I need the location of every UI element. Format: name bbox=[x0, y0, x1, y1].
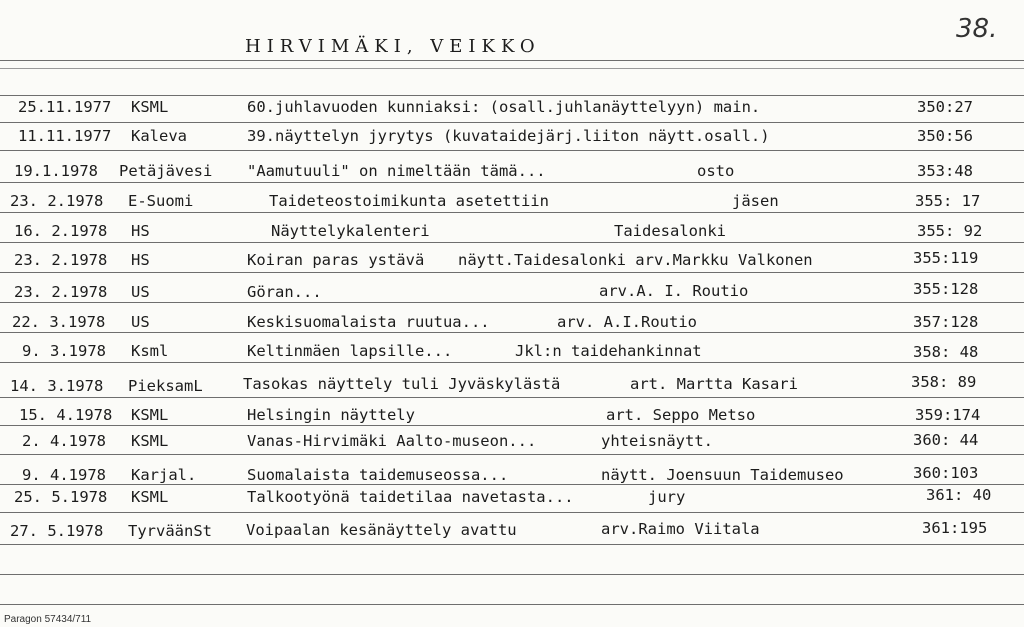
entry-date: 23. 2.1978 bbox=[14, 251, 108, 269]
entry-ref: 355: 92 bbox=[917, 222, 983, 240]
entry-date: 23. 2.1978 bbox=[14, 283, 108, 301]
entry-date: 2. 4.1978 bbox=[22, 432, 106, 450]
entry-source: Kaleva bbox=[131, 127, 187, 145]
rule-line bbox=[0, 150, 1024, 151]
entry-source: PieksamL bbox=[128, 377, 203, 395]
entry-ref: 359:174 bbox=[915, 406, 981, 424]
entry-date: 27. 5.1978 bbox=[10, 522, 104, 540]
entry-date: 11.11.1977 bbox=[18, 127, 112, 145]
entry-date: 14. 3.1978 bbox=[10, 377, 104, 395]
rule-line bbox=[0, 574, 1024, 575]
entry-ref: 350:56 bbox=[917, 127, 973, 145]
rule-line bbox=[0, 272, 1024, 273]
entry-source: TyrväänSt bbox=[128, 522, 212, 540]
entry-source: Ksml bbox=[131, 342, 169, 360]
rule-line bbox=[0, 454, 1024, 455]
entry-extra: arv.Raimo Viitala bbox=[601, 520, 760, 538]
entry-extra: art. Martta Kasari bbox=[630, 375, 798, 393]
rule-line bbox=[0, 332, 1024, 333]
entry-ref: 360: 44 bbox=[913, 431, 979, 449]
entry-source: HS bbox=[131, 222, 150, 240]
entry-text: Taideteostoimikunta asetettiin bbox=[269, 192, 549, 210]
entry-extra: jury bbox=[648, 488, 686, 506]
rule-line bbox=[0, 604, 1024, 605]
rule-line bbox=[0, 397, 1024, 398]
entry-extra: arv.A. I. Routio bbox=[599, 282, 749, 300]
rule-line bbox=[0, 484, 1024, 485]
entry-date: 22. 3.1978 bbox=[12, 313, 106, 331]
entry-ref: 355:128 bbox=[913, 280, 979, 298]
rule-line bbox=[0, 302, 1024, 303]
card-number: 38. bbox=[956, 14, 998, 44]
entry-ref: 355:119 bbox=[913, 249, 979, 267]
entry-date: 25.11.1977 bbox=[18, 98, 112, 116]
entry-source: US bbox=[131, 313, 150, 331]
entry-source: KSML bbox=[131, 432, 169, 450]
entry-source: KSML bbox=[131, 488, 169, 506]
entry-extra: jäsen bbox=[732, 192, 779, 210]
entry-date: 19.1.1978 bbox=[14, 162, 98, 180]
entry-extra: Taidesalonki bbox=[614, 222, 726, 240]
card-title: HIRVIMÄKI, VEIKKO bbox=[245, 36, 541, 57]
entry-date: 16. 2.1978 bbox=[14, 222, 108, 240]
entry-date: 9. 4.1978 bbox=[22, 466, 106, 484]
entry-text: Keltinmäen lapsille... bbox=[247, 342, 453, 360]
entry-extra: näytt.Taidesalonki arv.Markku Valkonen bbox=[458, 251, 813, 269]
entry-text: Vanas-Hirvimäki Aalto-museon... bbox=[247, 432, 537, 450]
entry-text: Helsingin näyttely bbox=[247, 406, 415, 424]
entry-text: 39.näyttelyn jyrytys (kuvataidejärj.liiton näytt.osall.) bbox=[247, 127, 770, 145]
entry-extra: näytt. Joensuun Taidemuseo bbox=[601, 466, 844, 484]
entry-text: 60.juhlavuoden kunniaksi: (osall.juhlanäyttelyyn) main. bbox=[247, 98, 761, 116]
rule-line bbox=[0, 512, 1024, 513]
entry-date: 23. 2.1978 bbox=[10, 192, 104, 210]
entry-text: "Aamutuuli" on nimeltään tämä... bbox=[247, 162, 546, 180]
rule-line bbox=[0, 212, 1024, 213]
entry-source: KSML bbox=[131, 406, 169, 424]
entry-extra: art. Seppo Metso bbox=[606, 406, 756, 424]
entry-text: Voipaalan kesänäyttely avattu bbox=[246, 521, 517, 539]
entry-source: E-Suomi bbox=[128, 192, 194, 210]
rule-line bbox=[0, 425, 1024, 426]
entry-ref: 355: 17 bbox=[915, 192, 981, 210]
rule-line bbox=[0, 68, 1024, 69]
entry-ref: 353:48 bbox=[917, 162, 973, 180]
entry-text: Suomalaista taidemuseossa... bbox=[247, 466, 509, 484]
entry-date: 25. 5.1978 bbox=[14, 488, 108, 506]
rule-line bbox=[0, 544, 1024, 545]
printer-imprint: Paragon 57434/711 bbox=[4, 614, 92, 625]
entry-source: Petäjävesi bbox=[119, 162, 213, 180]
rule-line bbox=[0, 60, 1024, 61]
entry-text: Tasokas näyttely tuli Jyväskylästä bbox=[243, 375, 561, 393]
entry-ref: 361:195 bbox=[922, 519, 988, 537]
entry-extra: Jkl:n taidehankinnat bbox=[515, 342, 702, 360]
entry-text: Koiran paras ystävä bbox=[247, 251, 425, 269]
entry-ref: 358: 48 bbox=[913, 343, 979, 361]
entry-ref: 360:103 bbox=[913, 464, 979, 482]
entry-source: HS bbox=[131, 251, 150, 269]
entry-text: Göran... bbox=[247, 283, 322, 301]
rule-line bbox=[0, 122, 1024, 123]
entry-ref: 357:128 bbox=[913, 313, 979, 331]
entry-ref: 358: 89 bbox=[911, 373, 977, 391]
rule-line bbox=[0, 362, 1024, 363]
entry-source: Karjal. bbox=[131, 466, 197, 484]
entry-text: Näyttelykalenteri bbox=[271, 222, 430, 240]
entry-extra: yhteisnäytt. bbox=[601, 432, 713, 450]
rule-line bbox=[0, 242, 1024, 243]
rule-line bbox=[0, 95, 1024, 96]
entry-text: Keskisuomalaista ruutua... bbox=[247, 313, 490, 331]
rule-line bbox=[0, 182, 1024, 183]
entry-extra: arv. A.I.Routio bbox=[557, 313, 697, 331]
entry-text: Talkootyönä taidetilaa navetasta... bbox=[247, 488, 574, 506]
entry-ref: 361: 40 bbox=[926, 486, 992, 504]
entry-source: US bbox=[131, 283, 150, 301]
entry-extra: osto bbox=[697, 162, 735, 180]
entry-source: KSML bbox=[131, 98, 169, 116]
entry-date: 15. 4.1978 bbox=[19, 406, 113, 424]
entry-date: 9. 3.1978 bbox=[22, 342, 106, 360]
entry-ref: 350:27 bbox=[917, 98, 973, 116]
